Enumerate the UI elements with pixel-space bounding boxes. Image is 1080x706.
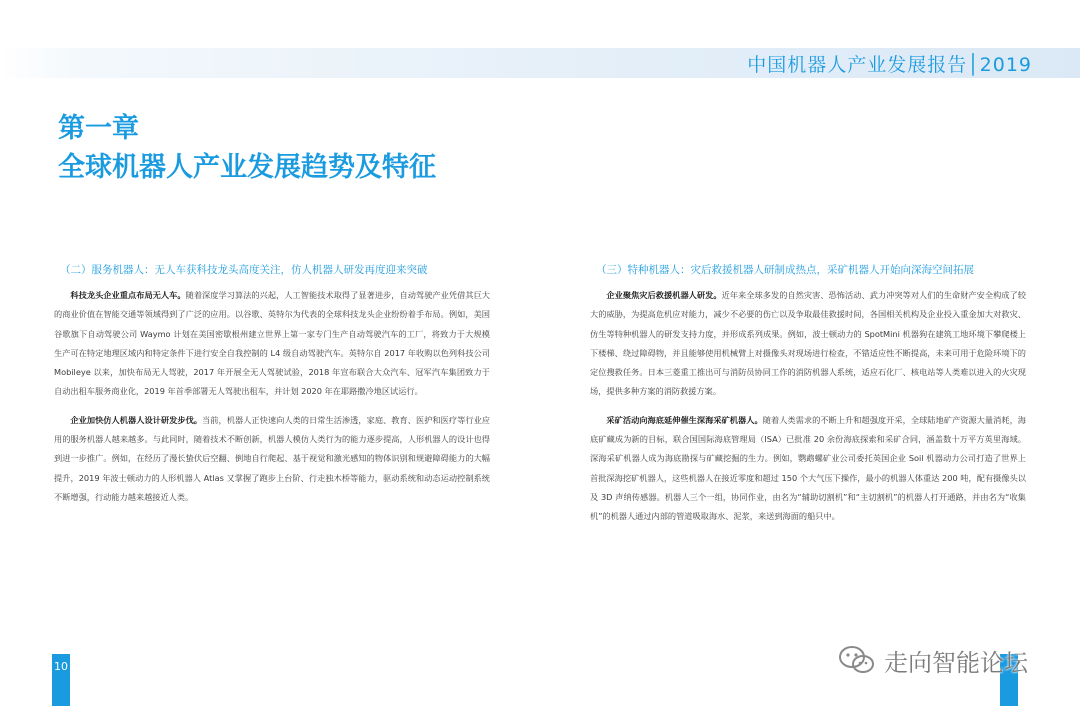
section-heading: （二）服务机器人：无人车获科技龙头高度关注，仿人机器人研发再度迎来突破 — [60, 264, 428, 276]
report-title: 中国机器人产业发展报告│2019 — [747, 54, 1032, 76]
paragraph — [54, 411, 490, 507]
paragraph-lead: 科技龙头企业重点布局无人车。 — [70, 290, 186, 300]
section-heading: （三）特种机器人：灾后救援机器人研制成热点，采矿机器人开始向深海空间拓展 — [596, 264, 974, 276]
paragraph-lead: 采矿活动向海底延伸催生深海采矿机器人。 — [606, 414, 763, 425]
paragraph-body: 随着深度学习算法的兴起，人工智能技术取得了显著进步，自动驾驶产业凭借其巨大的商业价值在智能交通等领域得到了广泛的应用。以谷歌、英特尔为代表的全球科技龙头企业纷纷着手布局。例如，美国谷歌旗下自动驾驶公司 Waymo 计划在美国密歇根州建立世界上第一家专门生产自动驾驶汽车的工厂，将致力于大规模生产可在特定地理区域内和特定条件下进行安全自我控制的 L4 级自动驾驶汽车。英特尔自 2017 年收购以色列科技公司 Mobileye 以来，加快布局无人驾驶，2017 年开展全无人驾驶试验，2018 年宣布联合大众汽车、冠军汽车集团致力于自动出租车服务商业化，2019 年首季部署无人驾驶出租车，并计划 2020 年在耶路撒冷地区试运行。 — [54, 290, 490, 397]
paragraph-body: 当前，机器人正快速向人类的日常生活渗透，家庭、教育、医护和医疗等行业应用的服务机器人越来越多。与此同时，随着技术不断创新，机器人模仿人类行为的能力逐步提高，人形机器人的设计也得到进一步推广。例如，在经历了漫长蛰伏后空翻、倒地自行爬起、基于视觉和激光感知的物体识别和规避障碍能力的大幅提升，2019 年波士顿动力的人形机器人 Atlas 又掌握了跑步上台阶、行走独木桥等能力，驱动系统和动态运动控制系统不断增强，行动能力越来越接近人类。 — [54, 414, 490, 502]
paragraph-lead: 企业加快仿人机器人设计研发步伐。 — [70, 414, 203, 425]
chapter-title: 全球机器人产业发展趋势及特征 — [58, 152, 436, 183]
paragraph-body: 近年来全球多发的自然灾害、恐怖活动、武力冲突等对人们的生命财产安全构成了较大的威胁，为提高危机应对能力，减少不必要的伤亡以及争取最佳救援时间，各国相关机构及企业投入重金加大对救灾、仿生等特种机器人的研发支持力度，并形成系列成果。例如，波士顿动力的 SpotMini 机器狗在建筑工地环境下攀爬楼上下楼梯、绕过障碍物，并且能够使用机械臂上对摄像头对现场进行检查，不错适应性不断提高，未来可用于危险环境下的定位搜救任务。日本三菱重工推出可与消防员协同工作的消防机器人系统，适应石化厂、核电站等人类难以进入的火灾现场，提供多种方案的消防救援方案。 — [590, 290, 1026, 397]
wechat-icon — [838, 644, 876, 676]
watermark — [838, 640, 1028, 680]
paragraph — [590, 286, 1026, 402]
page-number: 10 — [52, 654, 70, 706]
chapter-number: 第一章 — [58, 113, 139, 144]
paragraph — [54, 286, 490, 402]
paragraph-lead: 企业聚焦灾后救援机器人研发。 — [606, 290, 722, 300]
watermark-text: 走向智能论坛 — [884, 648, 1028, 677]
right-column — [590, 262, 1026, 536]
paragraph — [590, 411, 1026, 527]
left-column — [54, 262, 490, 516]
paragraph-body: 随着人类需求的不断上升和超强度开采，全球陆地矿产资源大量消耗，海底矿藏成为新的目标，联合国国际海底管理局（ISA）已批准 20 余份海底探索和采矿合同，涵盖数十万平方英里海域。深海采矿机器人成为海底勘探与矿藏挖掘的生力。例如，鹦鹉螺矿业公司委托英国企业 Soil 机器动力公司打造了世界上首批深海挖矿机器人，这些机器人在接近零度和超过 150 个大气压下操作，最小的机器人体重达 200 吨，配有摄像头以及 3D 声纳传感器。机器人三个一组，协同作业，由名为“辅助切割机”和“主切割机”的机器人打开通路，并由名为“收集机”的机器人通过内部的管道吸取海水、泥浆，来送到海面的船只中。 — [590, 414, 1026, 522]
